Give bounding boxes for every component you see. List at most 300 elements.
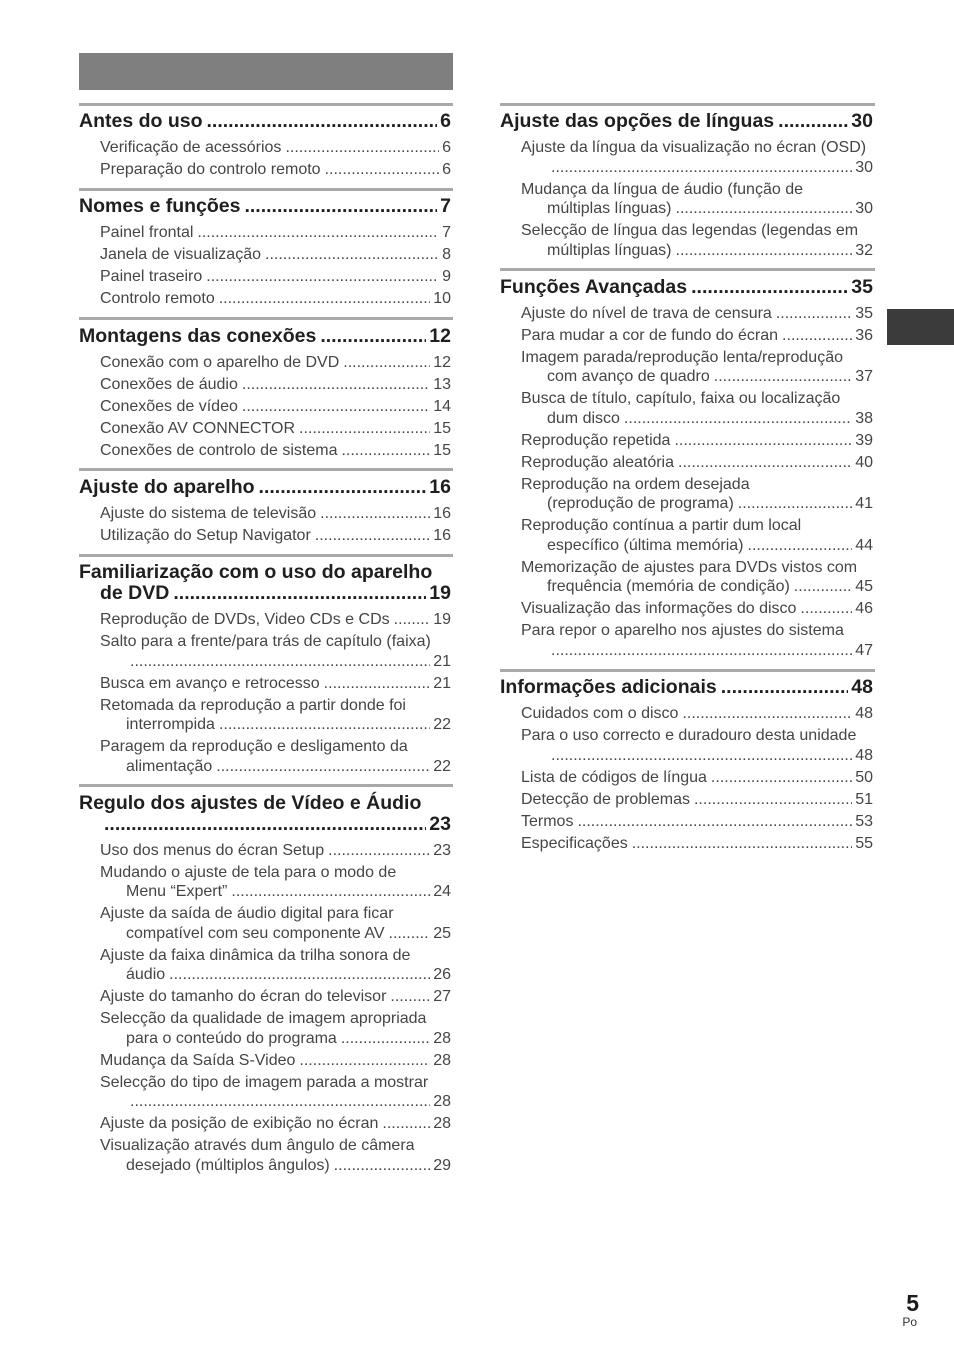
toc-entry-page-number: 6 — [442, 139, 451, 156]
dot-leader — [382, 1114, 430, 1134]
toc-entry-line — [100, 526, 451, 546]
toc-entry-text: Controlo remoto — [100, 290, 215, 308]
toc-entry — [500, 599, 873, 619]
toc-entry-text: Selecção da qualidade de imagem apropriada — [100, 1010, 427, 1028]
toc-entry — [79, 375, 451, 395]
toc-entry-line — [100, 965, 451, 985]
toc-section — [500, 268, 875, 660]
toc-entry-line — [521, 726, 873, 746]
dot-leader — [694, 790, 852, 810]
toc-entry-line — [100, 757, 451, 777]
toc-entry — [79, 1009, 451, 1048]
toc-entry-line — [521, 367, 873, 387]
toc-entry — [79, 353, 451, 373]
toc-entry-page-number: 19 — [433, 611, 451, 628]
toc-entry-line — [521, 138, 873, 158]
toc-entry-line — [100, 841, 451, 861]
toc-entry-line — [521, 158, 873, 178]
toc-entry-line — [100, 610, 451, 630]
toc-entry-line — [521, 536, 873, 556]
toc-entry-line — [100, 1156, 451, 1176]
toc-entry-page-number: 37 — [855, 368, 873, 386]
toc-entry-page-number: 16 — [433, 526, 451, 544]
section-heading-line — [79, 583, 451, 604]
toc-entry-text: específico (última memória) — [547, 536, 744, 554]
toc-entry — [500, 558, 873, 597]
toc-section — [500, 669, 875, 854]
toc-entry-text: Mudança da língua de áudio (função de — [521, 180, 803, 198]
toc-entry-line — [100, 245, 451, 265]
toc-entry-text: Visualização através dum ângulo de câmera — [100, 1137, 415, 1155]
dot-leader — [738, 494, 852, 514]
toc-entry — [79, 441, 451, 461]
toc-entry — [500, 516, 873, 555]
toc-entry-line — [521, 475, 873, 495]
toc-entry — [79, 504, 451, 524]
toc-entry-page-number: 47 — [855, 641, 873, 659]
toc-entry — [79, 1114, 451, 1134]
dot-leader — [632, 834, 852, 854]
toc-entry-page-number: 22 — [433, 716, 451, 733]
toc-entry-page-number: 13 — [433, 375, 451, 393]
toc-entry-line — [100, 924, 451, 944]
dot-leader — [748, 536, 853, 556]
toc-entry-page-number: 9 — [442, 268, 451, 286]
section-heading-line — [500, 277, 873, 298]
toc-entry-text: Para o uso correcto e duradouro desta unidade — [521, 727, 857, 744]
toc-entry — [79, 267, 451, 287]
dot-leader — [169, 965, 430, 985]
toc-entry-text: Uso dos menus do écran Setup — [100, 841, 325, 859]
toc-entry-page-number: 8 — [442, 246, 451, 264]
section-heading — [500, 111, 873, 132]
toc-entry-line — [100, 652, 451, 672]
toc-entry-page-number: 38 — [855, 409, 873, 427]
toc-entry-line — [100, 397, 451, 417]
toc-entry — [79, 904, 451, 943]
toc-entry — [500, 180, 873, 219]
toc-entry-line — [100, 375, 451, 395]
title-bar — [79, 53, 453, 90]
toc-entry — [79, 841, 451, 861]
dot-leader — [390, 987, 430, 1007]
section-heading-line — [79, 326, 451, 347]
toc-entry-page-number: 53 — [855, 812, 873, 830]
dot-leader — [206, 267, 439, 287]
toc-entry-text: Busca em avanço e retrocesso — [100, 674, 320, 692]
toc-left-column — [79, 103, 453, 1184]
dot-leader — [676, 199, 853, 219]
dot-leader — [219, 715, 430, 735]
toc-entry-page-number: 48 — [855, 705, 873, 722]
toc-entry-line — [100, 987, 451, 1007]
toc-entry-line — [100, 1136, 451, 1156]
toc-entry-line — [100, 882, 451, 902]
toc-entry — [79, 1073, 451, 1112]
toc-entry-page-number: 44 — [855, 536, 873, 554]
toc-entry — [79, 138, 451, 158]
dot-leader — [197, 223, 439, 243]
section-heading-page-number: 12 — [429, 324, 451, 347]
dot-leader — [315, 526, 430, 546]
toc-section — [79, 103, 453, 180]
toc-entry-text: frequência (memória de condição) — [547, 578, 790, 596]
dot-leader — [714, 367, 852, 387]
toc-entry-line — [521, 304, 873, 324]
toc-entry-text: Ajuste do sistema de televisão — [100, 504, 317, 522]
dot-leader — [242, 397, 430, 417]
dot-leader — [325, 160, 440, 180]
section-heading-text: de DVD — [100, 582, 170, 604]
toc-entry-line — [521, 348, 873, 368]
toc-entry-text: Imagem parada/reprodução lenta/reprodução — [521, 348, 843, 366]
toc-entry-page-number: 48 — [855, 746, 873, 764]
toc-entry-line — [521, 180, 873, 200]
toc-entry — [79, 1136, 451, 1175]
toc-entry-page-number: 29 — [433, 1156, 451, 1174]
section-heading — [79, 793, 451, 835]
section-heading — [79, 111, 451, 132]
toc-entry-text: desejado (múltiplos ângulos) — [126, 1156, 330, 1174]
toc-entry-text: Especificações — [521, 834, 628, 852]
section-heading — [500, 677, 873, 698]
toc-entry-text: Painel frontal — [100, 224, 194, 242]
dot-leader — [389, 924, 431, 944]
toc-entry — [500, 348, 873, 387]
toc-entry-text: com avanço de quadro — [547, 368, 710, 386]
dot-leader — [242, 375, 430, 395]
toc-entry — [500, 834, 873, 854]
toc-entry-line — [521, 453, 873, 473]
toc-entry-text: Conexões de vídeo — [100, 397, 238, 415]
toc-entry-text: Paragem da reprodução e desligamento da — [100, 738, 408, 755]
toc-entry-text: para o conteúdo do programa — [126, 1029, 337, 1047]
toc-entry — [79, 397, 451, 417]
toc-entry-line — [100, 674, 451, 694]
toc-entry — [79, 1051, 451, 1071]
toc-entry-line — [100, 289, 451, 309]
dot-leader — [244, 196, 437, 217]
toc-entry-line — [521, 389, 873, 409]
toc-entry-page-number: 46 — [855, 600, 873, 618]
toc-entry-page-number: 39 — [855, 431, 873, 449]
toc-entry-text: Mudando o ajuste de tela para o modo de — [100, 863, 397, 881]
dot-leader — [341, 441, 430, 461]
toc-entry-text: Busca de título, capítulo, faixa ou localização — [521, 390, 841, 408]
dot-leader — [216, 757, 430, 777]
toc-entry — [79, 610, 451, 630]
toc-entry-text: Utilização do Setup Navigator — [100, 526, 311, 544]
dot-leader — [299, 1051, 430, 1071]
toc-entry — [79, 160, 451, 180]
toc-entry-line — [521, 516, 873, 536]
dot-leader — [776, 304, 852, 324]
toc-entry-text: Preparação do controlo remoto — [100, 161, 321, 178]
dot-leader — [104, 814, 426, 835]
toc-entry-text: Conexões de controlo de sistema — [100, 441, 338, 459]
dot-leader — [676, 241, 853, 261]
dot-leader — [343, 353, 430, 373]
toc-entry-text: Reprodução contínua a partir dum local — [521, 517, 802, 535]
section-heading-text: Montagens das conexões — [79, 324, 317, 347]
toc-entry — [79, 419, 451, 439]
toc-entry-text: Ajuste da língua da visualização no écran (OSD) — [521, 139, 867, 156]
toc-entry-page-number: 28 — [433, 1029, 451, 1047]
toc-entry-line — [100, 223, 451, 243]
toc-entry-line — [521, 431, 873, 451]
dot-leader — [794, 577, 852, 597]
section-heading-page-number: 48 — [851, 676, 873, 698]
dot-leader — [285, 138, 439, 158]
toc-entry-page-number: 24 — [433, 883, 451, 901]
toc-entry-text: Salto para a frente/para trás de capítulo (faixa) — [100, 633, 431, 650]
toc-entry-line — [100, 1092, 451, 1112]
language-code: Po — [902, 1315, 917, 1329]
toc-entry — [79, 245, 451, 265]
toc-entry-text: Ajuste da saída de áudio digital para ficar — [100, 905, 394, 923]
section-heading-line — [79, 814, 451, 835]
dot-leader — [334, 1156, 431, 1176]
dot-leader — [394, 610, 431, 630]
dot-leader — [778, 111, 848, 132]
toc-entry-page-number: 28 — [433, 1051, 451, 1069]
language-tab — [887, 309, 954, 345]
toc-right-column — [500, 103, 875, 862]
dot-leader — [324, 674, 431, 694]
toc-section — [79, 784, 453, 1175]
dot-leader — [551, 158, 852, 178]
toc-entry-text: Reprodução aleatória — [521, 453, 674, 471]
dot-leader — [341, 1029, 430, 1049]
toc-entry — [500, 389, 873, 428]
section-heading-page-number: 7 — [440, 195, 451, 218]
toc-entry-line — [100, 1029, 451, 1049]
toc-entry-text: interrompida — [126, 716, 215, 733]
toc-entry-line — [521, 326, 873, 346]
dot-leader — [130, 1092, 430, 1112]
toc-entry — [500, 768, 873, 788]
toc-entry-text: Reprodução repetida — [521, 431, 671, 449]
toc-entry — [79, 223, 451, 243]
section-heading-page-number: 35 — [851, 275, 873, 298]
toc-entry-page-number: 14 — [433, 397, 451, 415]
dot-leader — [231, 882, 430, 902]
toc-entry — [500, 453, 873, 473]
toc-entry-line — [100, 441, 451, 461]
toc-entry — [500, 304, 873, 324]
toc-entry-text: Conexões de áudio — [100, 375, 238, 393]
dot-leader — [259, 477, 427, 498]
toc-entry-text: Para repor o aparelho nos ajustes do sistema — [521, 622, 844, 640]
section-heading-line — [79, 793, 451, 814]
toc-entry-text: Memorização de ajustes para DVDs vistos com — [521, 558, 858, 576]
section-heading-text: Familiarização com o uso do aparelho — [79, 561, 433, 583]
toc-entry — [500, 221, 873, 260]
toc-entry-page-number: 15 — [433, 441, 451, 459]
toc-entry-line — [521, 834, 873, 854]
toc-entry — [500, 326, 873, 346]
dot-leader — [207, 111, 438, 132]
toc-entry-line — [100, 1009, 451, 1029]
toc-entry-line — [521, 241, 873, 261]
toc-entry-line — [521, 409, 873, 429]
toc-entry — [79, 632, 451, 671]
toc-entry-line — [100, 160, 451, 180]
toc-entry — [79, 526, 451, 546]
section-heading-page-number: 16 — [429, 475, 451, 498]
dot-leader — [682, 704, 852, 724]
dot-leader — [320, 504, 430, 524]
dot-leader — [577, 812, 852, 832]
toc-entry-text: Lista de códigos de língua — [521, 768, 707, 786]
toc-entry-line — [100, 863, 451, 883]
toc-entry-text: Selecção de língua das legendas (legendas em — [521, 222, 859, 239]
toc-entry-text: Mudança da Saída S-Video — [100, 1051, 296, 1069]
section-heading — [79, 196, 451, 217]
toc-entry-line — [100, 1073, 451, 1093]
toc-entry-page-number: 36 — [855, 326, 873, 344]
toc-section — [79, 317, 453, 460]
toc-entry-text: Painel traseiro — [100, 268, 203, 286]
toc-entry — [79, 696, 451, 735]
toc-entry-text: Visualização das informações do disco — [521, 600, 797, 618]
dot-leader — [328, 841, 430, 861]
section-heading — [79, 562, 451, 604]
toc-entry-line — [100, 1051, 451, 1071]
toc-entry-text: Conexão AV CONNECTOR — [100, 419, 296, 437]
toc-entry — [79, 289, 451, 309]
section-heading — [79, 477, 451, 498]
page-number: 5 — [906, 1290, 919, 1316]
toc-entry-page-number: 25 — [433, 924, 451, 942]
toc-entry-page-number: 27 — [433, 988, 451, 1006]
toc-entry-text: Detecção de problemas — [521, 790, 690, 808]
toc-entry-text: áudio — [126, 966, 166, 984]
toc-entry-line — [521, 494, 873, 514]
toc-entry-line — [521, 768, 873, 788]
section-heading-text: Funções Avançadas — [500, 275, 688, 298]
toc-entry — [500, 790, 873, 810]
toc-entry-line — [100, 632, 451, 652]
toc-entry-page-number: 51 — [855, 790, 873, 808]
dot-leader — [624, 409, 852, 429]
toc-entry-line — [100, 419, 451, 439]
toc-entry-page-number: 6 — [442, 161, 451, 178]
section-heading-line — [79, 196, 451, 217]
toc-entry — [500, 431, 873, 451]
dot-leader — [551, 641, 852, 661]
toc-entry — [500, 726, 873, 765]
section-heading-line — [79, 477, 451, 498]
toc-entry-text: Retomada da reprodução a partir donde foi — [100, 696, 406, 714]
toc-entry-text: Verificação de acessórios — [100, 139, 282, 156]
toc-entry-text: alimentação — [126, 757, 213, 775]
dot-leader — [130, 652, 430, 672]
toc-entry — [79, 674, 451, 694]
toc-entry-page-number: 55 — [855, 834, 873, 852]
toc-entry-line — [521, 558, 873, 578]
toc-entry-line — [100, 696, 451, 716]
toc-entry-text: Reprodução de DVDs, Video CDs e CDs — [100, 611, 390, 628]
section-heading-line — [79, 111, 451, 132]
toc-entry-page-number: 35 — [855, 304, 873, 322]
section-heading-line — [500, 111, 873, 132]
toc-entry-line — [521, 199, 873, 219]
section-heading-text: Ajuste do aparelho — [79, 475, 255, 498]
toc-entry-line — [521, 221, 873, 241]
toc-entry-text: Janela de visualização — [100, 246, 261, 264]
section-heading-line — [79, 562, 451, 583]
toc-entry-page-number: 21 — [433, 652, 451, 670]
dot-leader — [691, 277, 848, 298]
toc-entry-line — [100, 904, 451, 924]
toc-entry-page-number: 21 — [433, 674, 451, 692]
section-heading-page-number: 19 — [429, 582, 451, 604]
dot-leader — [678, 453, 852, 473]
toc-entry-text: Ajuste da posição de exibição no écran — [100, 1115, 379, 1133]
toc-entry-page-number: 30 — [855, 158, 873, 176]
toc-entry-text: Ajuste do nível de trava de censura — [521, 304, 772, 322]
toc-entry-text: Ajuste do tamanho do écran do televisor — [100, 988, 387, 1006]
toc-entry-text: dum disco — [547, 409, 620, 427]
toc-entry-page-number: 15 — [433, 419, 451, 437]
section-heading-text: Informações adicionais — [500, 676, 717, 698]
toc-entry-text: Selecção do tipo de imagem parada a mostrar — [100, 1073, 429, 1091]
dot-leader — [265, 245, 439, 265]
section-heading-page-number: 23 — [429, 812, 451, 835]
toc-entry-text: múltiplas línguas) — [547, 200, 672, 217]
section-heading — [79, 326, 451, 347]
toc-entry-text: Menu “Expert” — [126, 883, 228, 901]
toc-entry — [500, 704, 873, 724]
toc-entry-page-number: 22 — [433, 757, 451, 775]
toc-entry-line — [100, 737, 451, 757]
toc-entry-line — [100, 138, 451, 158]
toc-entry-line — [521, 812, 873, 832]
toc-entry-page-number: 50 — [855, 768, 873, 786]
toc-entry-line — [100, 504, 451, 524]
dot-leader — [721, 677, 849, 698]
dot-leader — [299, 419, 430, 439]
toc-section — [79, 468, 453, 545]
dot-leader — [711, 768, 852, 788]
toc-entry — [79, 863, 451, 902]
toc-entry-text: Conexão com o aparelho de DVD — [100, 353, 340, 371]
toc-entry-line — [100, 353, 451, 373]
section-heading-text: Antes do uso — [79, 110, 203, 132]
toc-entry-page-number: 23 — [433, 841, 451, 859]
toc-entry-text: Ajuste da faixa dinâmica da trilha sonora de — [100, 946, 411, 964]
toc-entry-text: múltiplas línguas) — [547, 241, 672, 259]
toc-entry-page-number: 41 — [855, 495, 873, 513]
toc-entry-text: (reprodução de programa) — [547, 495, 734, 513]
toc-entry-line — [100, 1114, 451, 1134]
toc-entry-page-number: 12 — [433, 353, 451, 371]
toc-entry-page-number: 26 — [433, 966, 451, 984]
toc-entry — [500, 138, 873, 177]
toc-entry-line — [100, 946, 451, 966]
toc-entry-line — [521, 746, 873, 766]
section-heading-text: Regulo dos ajustes de Vídeo e Áudio — [79, 791, 422, 814]
toc-entry-page-number: 45 — [855, 578, 873, 596]
dot-leader — [551, 746, 852, 766]
toc-entry-page-number: 40 — [855, 453, 873, 471]
section-heading-line — [500, 677, 873, 698]
toc-entry-line — [521, 621, 873, 641]
toc-entry — [500, 812, 873, 832]
toc-entry — [79, 737, 451, 776]
toc-section — [500, 103, 875, 261]
